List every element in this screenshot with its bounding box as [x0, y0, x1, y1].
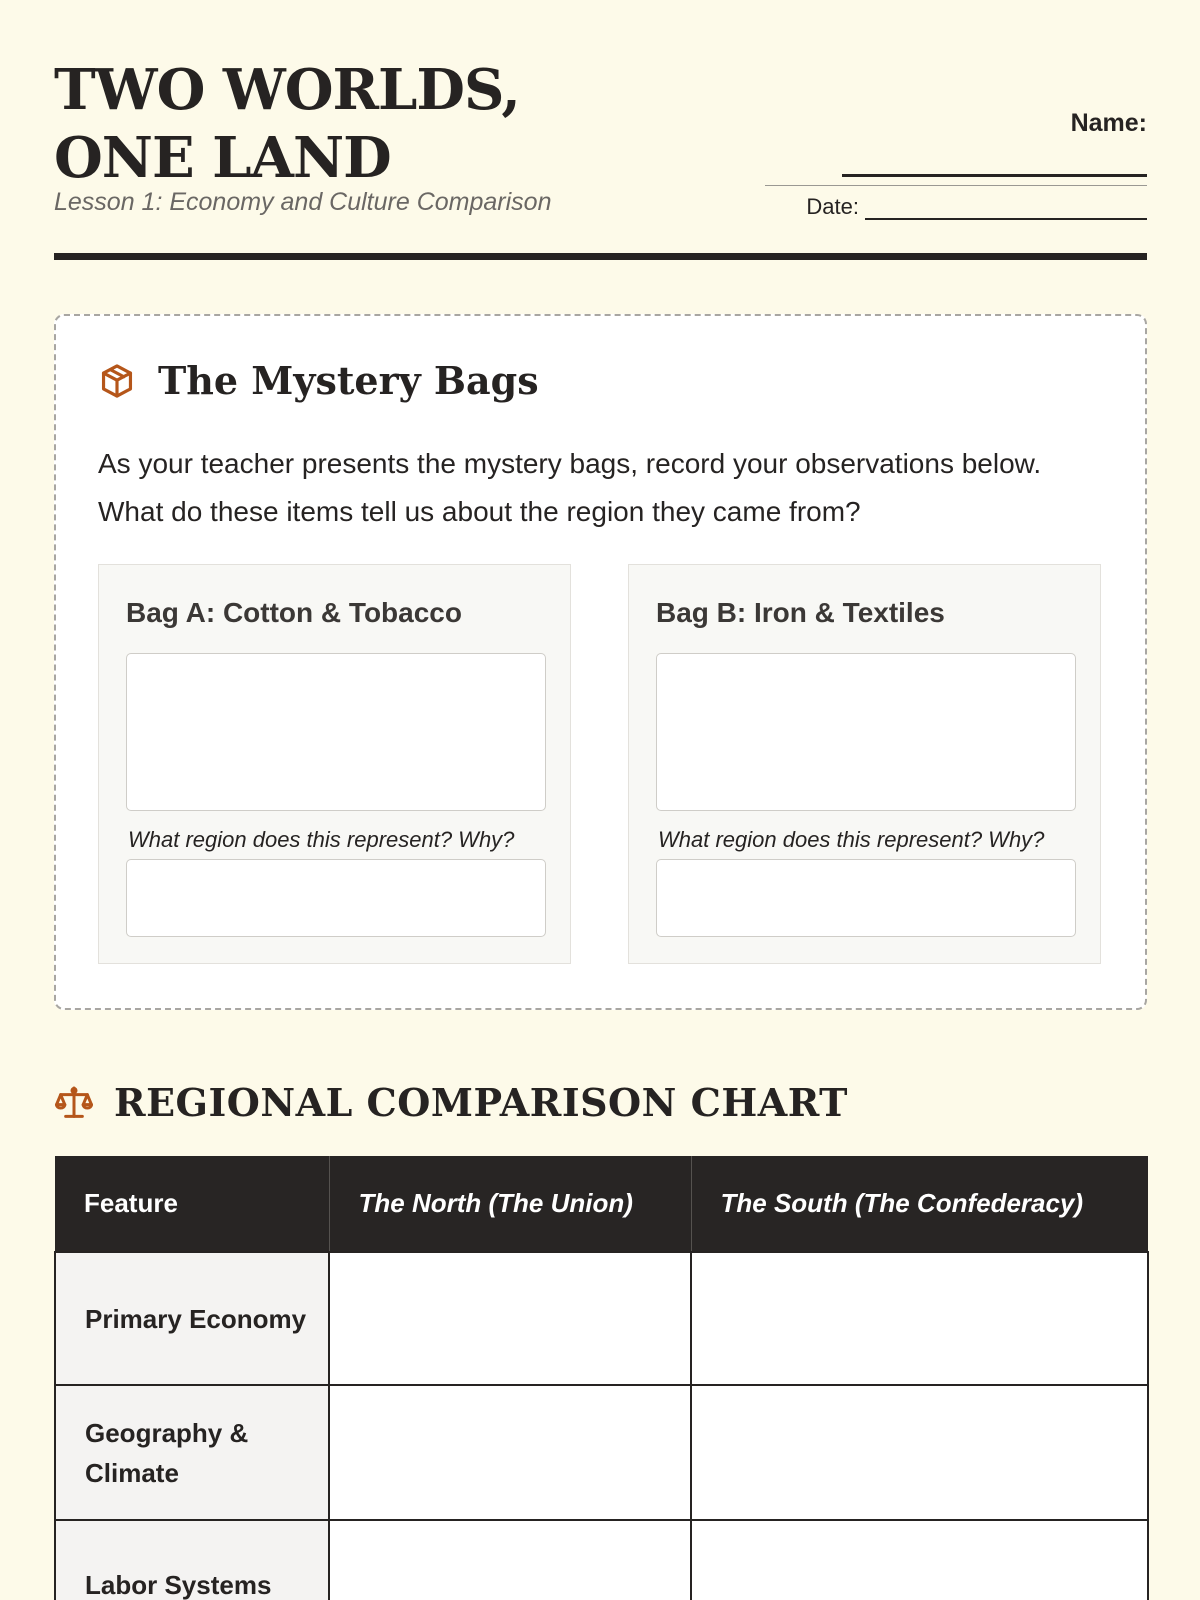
mystery-bags-section — [54, 314, 1147, 1010]
south-labor-systems-cell[interactable] — [691, 1520, 1148, 1600]
name-divider — [765, 185, 1147, 186]
bag-a-card — [98, 564, 571, 964]
bag-a-observations-field[interactable] — [126, 653, 546, 811]
page-title: TWO WORLDS, ONE LAND — [54, 57, 520, 191]
comparison-chart-heading — [54, 1080, 848, 1125]
table-row — [55, 1520, 1148, 1600]
table-header-row — [55, 1156, 1148, 1252]
bag-a-question: What region does this represent? Why? — [128, 827, 515, 852]
lesson-subtitle: Lesson 1: Economy and Culture Comparison — [54, 188, 552, 216]
table-row — [55, 1252, 1148, 1385]
bag-b-observations-field[interactable] — [656, 653, 1076, 811]
date-row — [806, 194, 1147, 220]
column-header-north: The North (The Union) — [329, 1156, 691, 1252]
bag-b-title: Bag B: Iron & Textiles — [656, 597, 945, 628]
bag-a-title: Bag A: Cotton & Tobacco — [126, 597, 462, 628]
date-label: Date: — [806, 194, 859, 219]
comparison-chart-title: REGIONAL COMPARISON CHART — [114, 1080, 848, 1125]
mystery-instructions: As your teacher presents the mystery bags, record your observations below. What do these items tell us about the region they came from? — [98, 448, 1042, 527]
column-header-feature: Feature — [55, 1156, 329, 1252]
row-label-primary-economy: Primary Economy — [55, 1252, 329, 1385]
south-primary-economy-cell[interactable] — [691, 1252, 1148, 1385]
north-labor-systems-cell[interactable] — [329, 1520, 691, 1600]
scale-icon — [54, 1083, 94, 1123]
worksheet-header — [54, 54, 1147, 262]
mystery-bags-title: The Mystery Bags — [158, 358, 539, 403]
bag-a-answer-field[interactable] — [126, 859, 546, 937]
row-label-geography-climate: Geography & Climate — [55, 1385, 329, 1520]
box-icon — [98, 362, 136, 400]
north-primary-economy-cell[interactable] — [329, 1252, 691, 1385]
name-field[interactable] — [842, 174, 1147, 177]
mystery-bags-heading — [98, 358, 539, 403]
name-label: Name: — [1070, 109, 1147, 137]
date-field[interactable] — [865, 198, 1147, 220]
column-header-south: The South (The Confederacy) — [691, 1156, 1148, 1252]
table-row — [55, 1385, 1148, 1520]
bag-b-question: What region does this represent? Why? — [658, 827, 1045, 852]
header-divider — [54, 253, 1147, 260]
bag-b-answer-field[interactable] — [656, 859, 1076, 937]
comparison-table — [54, 1156, 1149, 1600]
north-geography-climate-cell[interactable] — [329, 1385, 691, 1520]
south-geography-climate-cell[interactable] — [691, 1385, 1148, 1520]
bag-b-card — [628, 564, 1101, 964]
row-label-labor-systems: Labor Systems — [55, 1520, 329, 1600]
